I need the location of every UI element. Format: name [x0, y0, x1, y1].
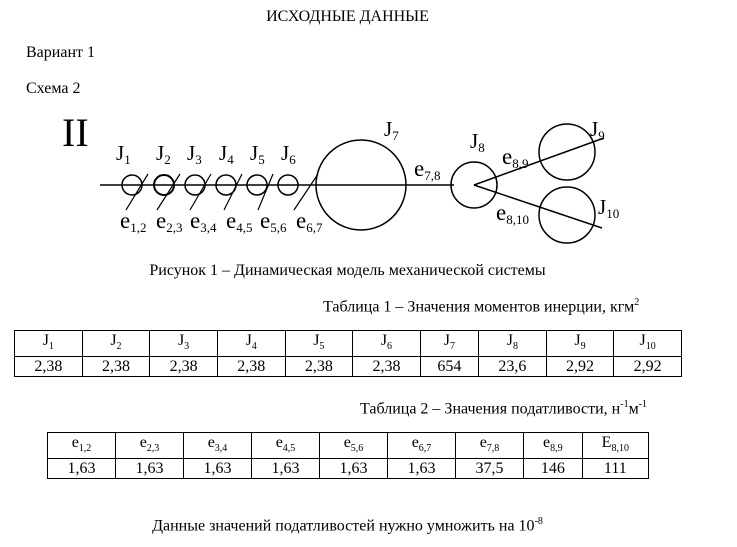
- label-j3: J3: [187, 141, 202, 167]
- compliance-header-cell: $e_{2,3}$: [116, 433, 184, 459]
- inertia-header-cell: $J_9$: [546, 331, 614, 357]
- compliance-value-cell: 146: [524, 459, 583, 479]
- inertia-value-cell: 2,38: [15, 357, 83, 377]
- scheme-roman-numeral: II: [62, 110, 89, 155]
- inertia-header-cell: $J_4$: [217, 331, 285, 357]
- page-heading: ИСХОДНЫЕ ДАННЫЕ: [266, 8, 429, 25]
- inertia-value-cell: 2,38: [82, 357, 150, 377]
- compliance-value-cell: 1,63: [388, 459, 456, 479]
- label-j6: J6: [281, 141, 296, 167]
- leader-e23: [157, 174, 180, 210]
- figure-caption: Рисунок 1 – Динамическая модель механической системы: [149, 262, 546, 279]
- inertia-header-cell: $J_{10}$: [614, 331, 682, 357]
- leader-e34: [190, 174, 211, 210]
- inertia-value-cell: 2,92: [614, 357, 682, 377]
- inertia-value-cell: 2,92: [546, 357, 614, 377]
- compliance-value-cell: 1,63: [184, 459, 252, 479]
- compliance-header-cell: $e_{8,9}$: [524, 433, 583, 459]
- label-j9: J9: [590, 117, 605, 143]
- table-header-row: [15, 331, 682, 357]
- label-e56: e5,6: [260, 208, 287, 235]
- compliance-value-cell: 37,5: [456, 459, 524, 479]
- label-j5: J5: [250, 141, 265, 167]
- variant-label: Вариант 1: [26, 44, 95, 61]
- mechanical-system-diagram: [56, 110, 620, 250]
- table-header-row: [48, 433, 649, 459]
- branch-shaft-8-9: [474, 138, 604, 185]
- inertia-value-cell: 23,6: [479, 357, 547, 377]
- multiplier-note: Данные значений податливостей нужно умножить на $10^{-8}$: [152, 516, 543, 535]
- label-e810: e8,10: [496, 200, 529, 227]
- compliance-value-cell: 1,63: [48, 459, 116, 479]
- compliance-header-cell: $e_{5,6}$: [320, 433, 388, 459]
- inertia-header-cell: $J_7$: [420, 331, 478, 357]
- label-e78: e7,8: [414, 156, 441, 183]
- inertia-table: [14, 330, 682, 377]
- label-j7: J7: [384, 117, 399, 143]
- inertia-header-cell: $J_3$: [150, 331, 218, 357]
- compliance-value-cell: 1,63: [116, 459, 184, 479]
- label-j10: J10: [598, 195, 620, 221]
- inertia-value-cell: 2,38: [217, 357, 285, 377]
- label-e23: e2,3: [156, 208, 183, 235]
- compliance-table: [47, 432, 649, 479]
- inertia-value-cell: 2,38: [150, 357, 218, 377]
- scheme-label: Схема 2: [26, 80, 81, 97]
- leader-e45: [224, 174, 242, 210]
- compliance-header-cell: $E_{8,10}$: [582, 433, 648, 459]
- disk-j10: [539, 187, 595, 243]
- table1-caption: Таблица 1 – Значения моментов инерции, кгм$^2$: [323, 297, 640, 316]
- table-row: [15, 357, 682, 377]
- label-e12: e1,2: [120, 208, 147, 235]
- compliance-header-cell: $e_{4,5}$: [252, 433, 320, 459]
- label-j4: J4: [219, 141, 234, 167]
- label-j2: J2: [156, 141, 171, 167]
- compliance-value-cell: 111: [582, 459, 648, 479]
- inertia-value-cell: 654: [420, 357, 478, 377]
- label-e89: e8,9: [502, 144, 529, 171]
- compliance-header-cell: $e_{6,7}$: [388, 433, 456, 459]
- inertia-header-cell: $J_1$: [15, 331, 83, 357]
- inertia-header-cell: $J_2$: [82, 331, 150, 357]
- label-e34: e3,4: [190, 208, 217, 235]
- inertia-header-cell: $J_8$: [479, 331, 547, 357]
- compliance-value-cell: 1,63: [320, 459, 388, 479]
- table-row: [48, 459, 649, 479]
- compliance-header-cell: $e_{1,2}$: [48, 433, 116, 459]
- table2-caption: Таблица 2 – Значения податливости, $н^{-1}м^{-1}$: [360, 399, 648, 418]
- label-j1: J1: [116, 141, 131, 167]
- compliance-header-cell: $e_{3,4}$: [184, 433, 252, 459]
- label-e45: e4,5: [226, 208, 253, 235]
- label-j8: J8: [470, 129, 485, 155]
- inertia-header-cell: $J_5$: [285, 331, 353, 357]
- inertia-header-cell: $J_6$: [353, 331, 421, 357]
- leader-e67: [294, 174, 318, 210]
- leader-e12: [126, 174, 148, 210]
- label-e67: e6,7: [296, 208, 323, 235]
- inertia-value-cell: 2,38: [353, 357, 421, 377]
- inertia-value-cell: 2,38: [285, 357, 353, 377]
- compliance-value-cell: 1,63: [252, 459, 320, 479]
- compliance-header-cell: $e_{7,8}$: [456, 433, 524, 459]
